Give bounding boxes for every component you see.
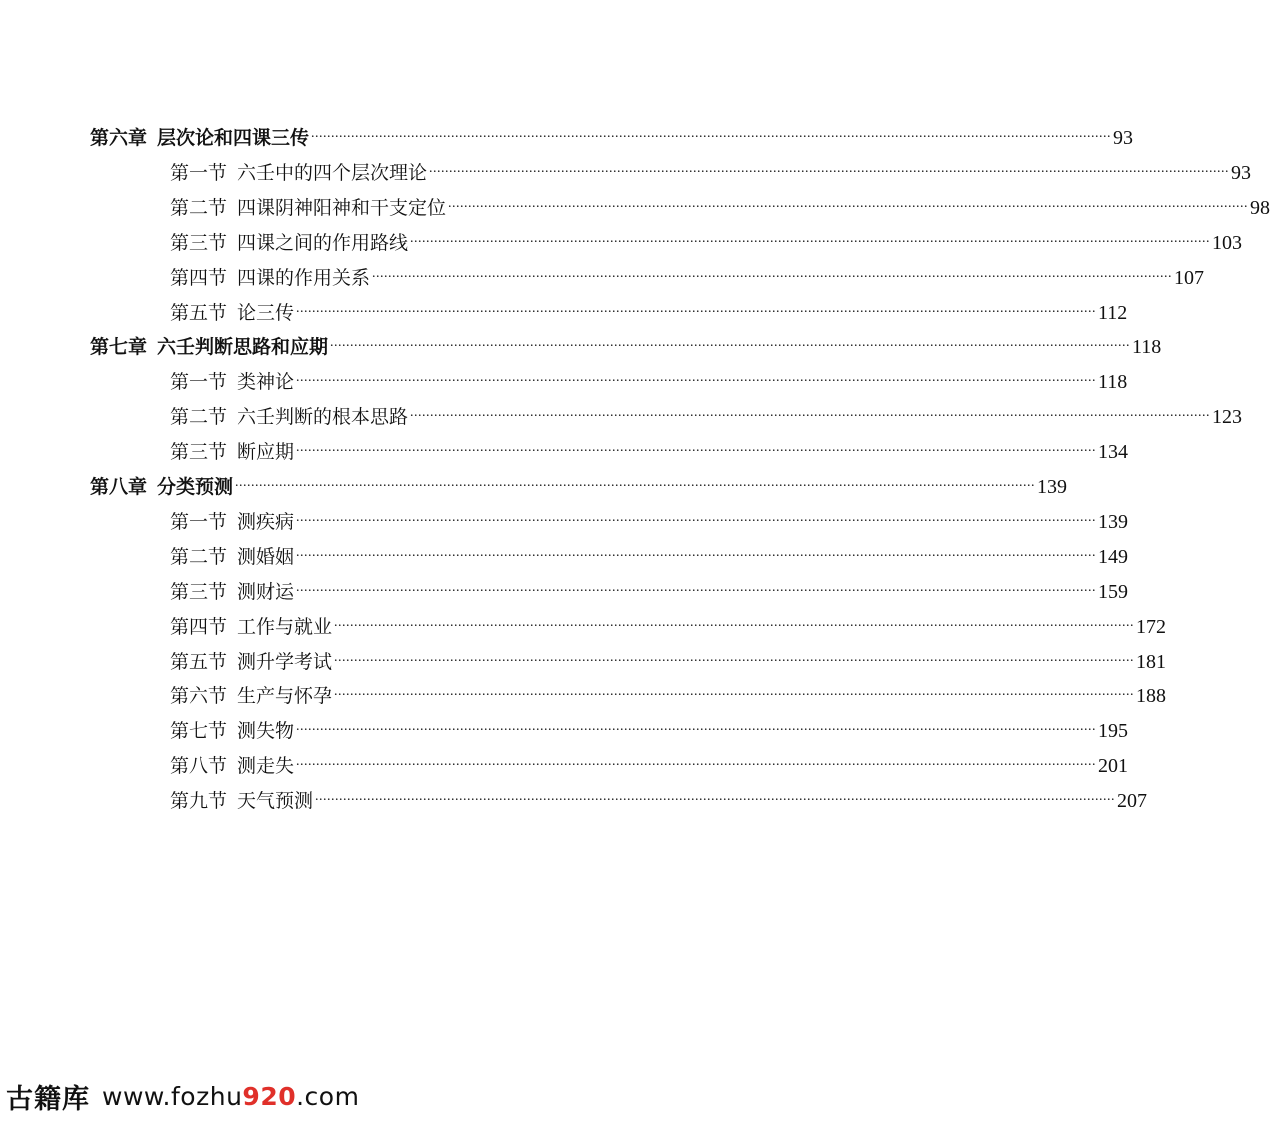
- toc-section-row[interactable]: [170, 570, 1129, 604]
- chapter-number: 第七章: [90, 336, 148, 358]
- section-number: 第五节: [170, 651, 228, 673]
- section-number: 第八节: [170, 755, 228, 777]
- section-number: 第一节: [170, 162, 228, 184]
- toc-section-row[interactable]: [170, 605, 1167, 639]
- section-number: 第四节: [170, 616, 228, 638]
- toc-section-row[interactable]: [170, 535, 1129, 569]
- section-title: 六壬判断的根本思路: [237, 406, 409, 428]
- section-title: 四课阴神阳神和干支定位: [237, 197, 447, 219]
- section-title: 工作与就业: [237, 616, 333, 638]
- page-number: 134: [1098, 441, 1129, 463]
- dot-leader: ........................................................................................................................................................................................................: [296, 301, 1097, 316]
- section-number: 第二节: [170, 197, 228, 219]
- toc-section-row[interactable]: [170, 186, 1270, 220]
- section-number: 第二节: [170, 546, 228, 568]
- page-number: 123: [1212, 406, 1243, 428]
- page-number: 207: [1117, 790, 1148, 812]
- section-title: 论三传: [237, 302, 295, 324]
- toc-section-row[interactable]: [170, 779, 1148, 813]
- chapter-title: 六壬判断思路和应期: [157, 336, 329, 358]
- chapter-number: 第八章: [90, 476, 148, 498]
- section-number: 第二节: [170, 406, 228, 428]
- section-number: 第五节: [170, 302, 228, 324]
- page-number: 93: [1113, 127, 1134, 149]
- url-suffix: .com: [296, 1081, 360, 1111]
- dot-leader: ........................................................................................................................................................................................................: [330, 335, 1131, 350]
- url-prefix: www.: [102, 1081, 171, 1111]
- section-number: 第三节: [170, 581, 228, 603]
- dot-leader: ........................................................................................................................................................................................................: [410, 231, 1211, 246]
- dot-leader: ........................................................................................................................................................................................................: [372, 266, 1173, 281]
- section-title: 测失物: [237, 720, 295, 742]
- section-title: 生产与怀孕: [237, 685, 333, 707]
- page-number: 112: [1098, 302, 1128, 324]
- dot-leader: ........................................................................................................................................................................................................: [410, 405, 1211, 420]
- toc-section-row[interactable]: [170, 744, 1129, 778]
- dot-leader: ........................................................................................................................................................................................................: [296, 440, 1097, 455]
- page-number: 149: [1098, 546, 1129, 568]
- page-number: 188: [1136, 685, 1167, 707]
- dot-leader: ........................................................................................................................................................................................................: [334, 684, 1135, 699]
- chapter-title: 层次论和四课三传: [157, 127, 310, 149]
- dot-leader: ........................................................................................................................................................................................................: [296, 510, 1097, 525]
- toc-section-row[interactable]: [170, 709, 1129, 743]
- toc-section-row[interactable]: [170, 256, 1205, 290]
- section-number: 第一节: [170, 511, 228, 533]
- toc-chapter-row[interactable]: [90, 325, 1162, 359]
- dot-leader: ........................................................................................................................................................................................................: [315, 789, 1116, 804]
- watermark-footer: [6, 1078, 359, 1114]
- toc-section-row[interactable]: [170, 430, 1129, 464]
- toc-section-row[interactable]: [170, 640, 1167, 674]
- page-number: 181: [1136, 651, 1167, 673]
- page-number: 139: [1098, 511, 1129, 533]
- section-number: 第六节: [170, 685, 228, 707]
- toc-section-row[interactable]: [170, 151, 1252, 185]
- section-title: 测财运: [237, 581, 295, 603]
- section-title: 六壬中的四个层次理论: [237, 162, 428, 184]
- section-number: 第三节: [170, 441, 228, 463]
- toc-section-row[interactable]: [170, 360, 1128, 394]
- page-number: 118: [1132, 336, 1162, 358]
- section-title: 断应期: [237, 441, 295, 463]
- section-number: 第七节: [170, 720, 228, 742]
- section-title: 测升学考试: [237, 651, 333, 673]
- dot-leader: ........................................................................................................................................................................................................: [296, 545, 1097, 560]
- dot-leader: ........................................................................................................................................................................................................: [448, 196, 1249, 211]
- url-fozhu: fozhu: [171, 1081, 243, 1111]
- site-name: 古籍库: [6, 1083, 90, 1115]
- page-number: 98: [1250, 197, 1270, 219]
- dot-leader: ........................................................................................................................................................................................................: [334, 650, 1135, 665]
- section-number: 第三节: [170, 232, 228, 254]
- dot-leader: ........................................................................................................................................................................................................: [429, 161, 1230, 176]
- section-number: 第九节: [170, 790, 228, 812]
- page-number: 118: [1098, 371, 1128, 393]
- toc-section-row[interactable]: [170, 291, 1128, 325]
- section-title: 天气预测: [237, 790, 314, 812]
- chapter-title: 分类预测: [157, 476, 234, 498]
- section-title: 四课的作用关系: [237, 267, 371, 289]
- section-number: 第一节: [170, 371, 228, 393]
- chapter-number: 第六章: [90, 127, 148, 149]
- dot-leader: ........................................................................................................................................................................................................: [296, 719, 1097, 734]
- page-number: 195: [1098, 720, 1129, 742]
- toc-chapter-row[interactable]: [90, 465, 1068, 499]
- section-title: 类神论: [237, 371, 295, 393]
- toc-chapter-row[interactable]: [90, 116, 1134, 150]
- toc-section-row[interactable]: [170, 674, 1167, 708]
- site-url[interactable]: [102, 1082, 359, 1111]
- toc-section-row[interactable]: [170, 221, 1243, 255]
- url-digits: 920: [242, 1081, 297, 1111]
- dot-leader: ........................................................................................................................................................................................................: [296, 370, 1097, 385]
- dot-leader: ........................................................................................................................................................................................................: [311, 126, 1112, 141]
- section-title: 测婚姻: [237, 546, 295, 568]
- dot-leader: ........................................................................................................................................................................................................: [334, 615, 1135, 630]
- section-title: 测疾病: [237, 511, 295, 533]
- page-number: 201: [1098, 755, 1129, 777]
- page-number: 93: [1231, 162, 1252, 184]
- page-number: 103: [1212, 232, 1243, 254]
- page-number: 159: [1098, 581, 1129, 603]
- section-title: 四课之间的作用路线: [237, 232, 409, 254]
- page-number: 139: [1037, 476, 1068, 498]
- dot-leader: ........................................................................................................................................................................................................: [296, 580, 1097, 595]
- section-title: 测走失: [237, 755, 295, 777]
- toc-section-row[interactable]: [170, 395, 1243, 429]
- page-number: 107: [1174, 267, 1205, 289]
- page-number: 172: [1136, 616, 1167, 638]
- dot-leader: ........................................................................................................................................................................................................: [296, 754, 1097, 769]
- toc-section-row[interactable]: [170, 500, 1129, 534]
- dot-leader: ........................................................................................................................................................................................................: [235, 475, 1036, 490]
- section-number: 第四节: [170, 267, 228, 289]
